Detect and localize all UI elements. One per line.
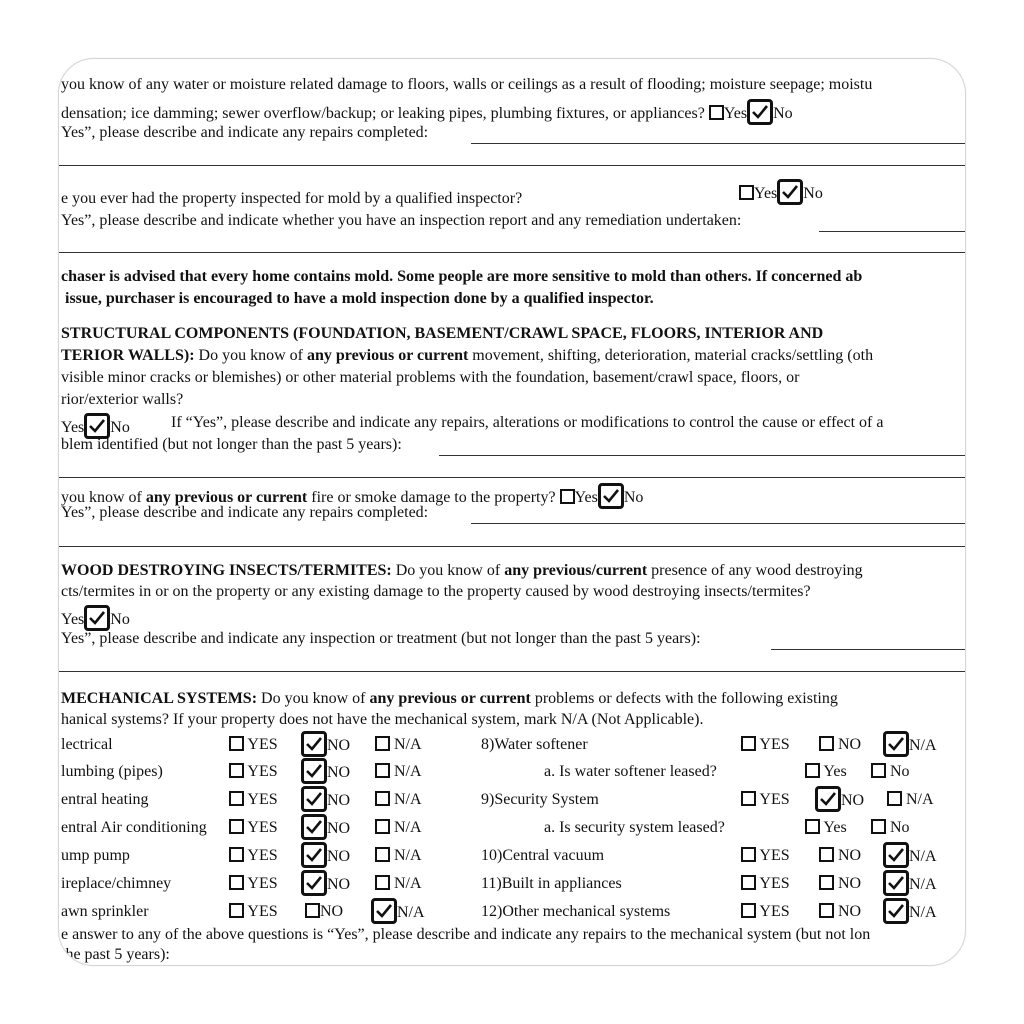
- mech-left-yes-checkbox[interactable]: [229, 875, 244, 890]
- mech-left-na-option: [375, 762, 422, 782]
- mech-left-na-checkbox[interactable]: [375, 819, 390, 834]
- mech-na-label: N/A: [909, 876, 937, 893]
- mech-left-item-label: lectrical: [61, 736, 113, 753]
- mech-right-yes-checkbox[interactable]: [741, 903, 756, 918]
- mech-right-no-option: [819, 902, 861, 922]
- mech-left-yes-option: [229, 818, 278, 838]
- mech-yes-label: YES: [247, 875, 278, 892]
- checkmark-icon: [305, 846, 323, 864]
- checkmark-icon: [305, 874, 323, 892]
- mech-yes-label: YES: [247, 763, 278, 780]
- mech-right-na-checkbox-checked[interactable]: [883, 842, 909, 868]
- checkmark-icon: [602, 487, 620, 505]
- mech-left-item-label: entral heating: [61, 791, 149, 808]
- mech-left-yes-option: [229, 762, 278, 782]
- mech-right-no-checkbox[interactable]: [819, 736, 834, 751]
- termites-question-line: WOOD DESTROYING INSECTS/TERMITES: Do you know of any previous/current presence of any wood destroying: [61, 562, 863, 579]
- mech-sub-yes-option: [805, 818, 847, 838]
- mech-left-yes-option: [229, 874, 278, 894]
- mech-right-yes-option: [741, 735, 790, 755]
- mech-no-label: NO: [327, 820, 351, 837]
- mech-sub-no-checkbox[interactable]: [871, 763, 886, 778]
- mech-left-no-checkbox-checked[interactable]: [301, 842, 327, 868]
- mech-left-yes-option: [229, 902, 278, 922]
- mech-right-na-checkbox-checked[interactable]: [883, 898, 909, 924]
- mech-left-na-checkbox[interactable]: [375, 763, 390, 778]
- mech-sub-no-label: No: [890, 819, 910, 836]
- checkmark-icon: [305, 790, 323, 808]
- water-question-line-1: you know of any water or moisture related damage to floors, walls or ceilings as a result of flooding; moisture seepage; moistu: [61, 76, 873, 93]
- mech-right-no-option: [819, 874, 861, 894]
- mechanical-footer-line-2: the past 5 years):: [61, 946, 170, 963]
- structural-line-4: rior/exterior walls?: [61, 391, 184, 408]
- mech-left-no-checkbox-checked[interactable]: [301, 731, 327, 757]
- mech-right-yes-checkbox[interactable]: [741, 791, 756, 806]
- mech-right-item-label: 12)Other mechanical systems: [481, 903, 671, 920]
- mold-describe-line: Yes”, please describe and indicate whether you have an inspection report and any remediation undertaken:: [61, 212, 742, 229]
- mech-right-item-label: 11)Built in appliances: [481, 875, 622, 892]
- mech-sub-yes-checkbox[interactable]: [805, 763, 820, 778]
- mech-left-no-checkbox-checked[interactable]: [301, 758, 327, 784]
- fire-no-checkbox-checked[interactable]: [598, 483, 624, 509]
- mech-right-item-label: a. Is water softener leased?: [544, 763, 717, 780]
- water-question-line-2: densation; ice damming; sewer overflow/backup; or leaking pipes, plumbing fixtures, or appliances? Yes No: [61, 99, 793, 125]
- water-yes-checkbox[interactable]: [709, 105, 724, 120]
- termites-answer-rule[interactable]: [771, 649, 965, 650]
- mold-question-line: e you ever had the property inspected for mold by a qualified inspector?: [61, 190, 523, 207]
- mold-yes-checkbox[interactable]: [739, 185, 754, 200]
- mech-right-na-checkbox[interactable]: [887, 791, 902, 806]
- fire-answer-rule-2[interactable]: [59, 546, 965, 547]
- disclosure-form-page: [59, 59, 965, 965]
- mech-left-no-checkbox[interactable]: [305, 903, 320, 918]
- mech-left-yes-checkbox[interactable]: [229, 791, 244, 806]
- mech-no-label: NO: [838, 903, 862, 920]
- mech-yes-label: YES: [247, 903, 278, 920]
- mechanical-question-line: MECHANICAL SYSTEMS: Do you know of any previous or current problems or defects with the following existing: [61, 690, 838, 707]
- mech-na-label: N/A: [909, 848, 937, 865]
- structural-line-3: visible minor cracks or blemishes) or other material problems with the foundation, basement/crawl space, floors, or: [61, 369, 800, 386]
- mech-left-no-option: [301, 731, 350, 757]
- checkmark-icon: [887, 846, 905, 864]
- termites-yes-label: Yes: [61, 611, 85, 628]
- water-yes-label: Yes: [723, 105, 748, 122]
- mold-notice-line-2: issue, purchaser is encouraged to have a mold inspection done by a qualified inspector.: [65, 290, 654, 307]
- mech-left-item-label: lumbing (pipes): [61, 763, 163, 780]
- mech-left-na-checkbox[interactable]: [375, 791, 390, 806]
- mech-na-label: N/A: [394, 791, 422, 808]
- mech-na-label: N/A: [906, 791, 934, 808]
- mech-left-yes-checkbox[interactable]: [229, 763, 244, 778]
- mech-no-label: NO: [327, 876, 351, 893]
- checkmark-icon: [305, 735, 323, 753]
- mech-right-yes-checkbox[interactable]: [741, 847, 756, 862]
- structural-line-6: blem identified (but not longer than the past 5 years):: [61, 436, 402, 453]
- checkmark-icon: [305, 818, 323, 836]
- mech-left-no-option: [305, 902, 343, 922]
- fire-yes-checkbox[interactable]: [560, 489, 575, 504]
- mech-right-item-label: 10)Central vacuum: [481, 847, 605, 864]
- checkmark-icon: [751, 103, 769, 121]
- mech-yes-label: YES: [247, 819, 278, 836]
- mech-left-na-checkbox-checked[interactable]: [371, 898, 397, 924]
- mold-yes-label: Yes: [754, 185, 778, 202]
- mech-no-label: NO: [838, 736, 862, 753]
- checkmark-icon: [781, 183, 799, 201]
- mech-no-label: NO: [327, 764, 351, 781]
- mold-no-checkbox-checked[interactable]: [777, 179, 803, 205]
- mech-right-item-label: a. Is security system leased?: [544, 819, 725, 836]
- mech-right-no-checkbox[interactable]: [819, 847, 834, 862]
- mech-no-label: NO: [327, 848, 351, 865]
- mech-right-no-option: [819, 735, 861, 755]
- structural-question-line: TERIOR WALLS): Do you know of any previous or current movement, shifting, deterioration, material cracks/settling (oth: [61, 347, 874, 364]
- termites-answer-rule-2[interactable]: [59, 671, 965, 672]
- mech-left-yes-checkbox[interactable]: [229, 903, 244, 918]
- mech-left-na-option: [375, 818, 422, 838]
- mech-na-label: N/A: [394, 819, 422, 836]
- mech-sub-no-label: No: [890, 763, 910, 780]
- mech-right-na-checkbox-checked[interactable]: [883, 870, 909, 896]
- mech-right-na-option: [883, 842, 937, 868]
- fire-describe-line: Yes”, please describe and indicate any repairs completed:: [61, 504, 429, 521]
- mech-sub-no-checkbox[interactable]: [871, 819, 886, 834]
- structural-describe-line: If “Yes”, please describe and indicate any repairs, alterations or modifications to control the cause or effect of a: [171, 414, 884, 431]
- fire-question-line: you know of any previous or current fire or smoke damage to the property? Yes No: [61, 483, 643, 509]
- mech-right-yes-option: [741, 874, 790, 894]
- mold-answer-rule[interactable]: [819, 231, 965, 232]
- water-no-checkbox-checked[interactable]: [747, 99, 773, 125]
- mech-right-no-option: [815, 786, 864, 812]
- mold-answer-rule-2[interactable]: [59, 252, 965, 253]
- mech-no-label: NO: [320, 903, 344, 920]
- mech-no-label: NO: [841, 792, 865, 809]
- mech-na-label: N/A: [394, 763, 422, 780]
- mech-sub-yes-checkbox[interactable]: [805, 819, 820, 834]
- mech-right-item-label: 9)Security System: [481, 791, 599, 808]
- structural-heading: STRUCTURAL COMPONENTS (FOUNDATION, BASEMENT/CRAWL SPACE, FLOORS, INTERIOR AND: [61, 325, 824, 342]
- mech-left-item-label: ump pump: [61, 847, 130, 864]
- mold-options: [739, 179, 823, 205]
- mech-right-no-checkbox[interactable]: [819, 903, 834, 918]
- mech-left-na-checkbox[interactable]: [375, 736, 390, 751]
- mech-sub-yes-label: Yes: [823, 819, 847, 836]
- mech-right-item-label: 8)Water softener: [481, 736, 588, 753]
- mech-sub-no-option: [871, 762, 910, 782]
- termites-line-2: cts/termites in or on the property or any existing damage to the property caused by wood destroying insects/termites?: [61, 583, 811, 600]
- mech-left-no-option: [301, 870, 350, 896]
- mech-left-no-option: [301, 786, 350, 812]
- mech-left-item-label: awn sprinkler: [61, 903, 149, 920]
- checkmark-icon: [375, 902, 393, 920]
- mech-na-label: N/A: [909, 737, 937, 754]
- mech-yes-label: YES: [759, 791, 790, 808]
- mech-no-label: NO: [838, 875, 862, 892]
- checkmark-icon: [887, 902, 905, 920]
- mech-right-yes-option: [741, 902, 790, 922]
- fire-answer-rule[interactable]: [471, 523, 965, 524]
- document-card: [58, 58, 966, 966]
- mech-na-label: N/A: [394, 847, 422, 864]
- water-no-label: No: [773, 105, 793, 122]
- mech-yes-label: YES: [759, 903, 790, 920]
- mech-right-yes-checkbox[interactable]: [741, 736, 756, 751]
- mech-left-no-checkbox-checked[interactable]: [301, 814, 327, 840]
- mech-right-yes-checkbox[interactable]: [741, 875, 756, 890]
- checkmark-icon: [88, 417, 106, 435]
- mech-na-label: N/A: [909, 904, 937, 921]
- mech-yes-label: YES: [759, 736, 790, 753]
- mech-yes-label: YES: [247, 736, 278, 753]
- mech-left-no-option: [301, 758, 350, 784]
- mech-right-no-checkbox[interactable]: [819, 875, 834, 890]
- mech-left-na-option: [375, 735, 422, 755]
- mech-left-yes-option: [229, 790, 278, 810]
- mech-left-yes-checkbox[interactable]: [229, 819, 244, 834]
- mech-right-no-option: [819, 846, 861, 866]
- mech-right-na-option: [883, 870, 937, 896]
- mech-left-no-checkbox-checked[interactable]: [301, 870, 327, 896]
- mech-no-label: NO: [327, 792, 351, 809]
- structural-yes-label: Yes: [61, 419, 85, 436]
- water-describe-line: Yes”, please describe and indicate any repairs completed:: [61, 124, 429, 141]
- mech-sub-no-option: [871, 818, 910, 838]
- mech-left-yes-checkbox[interactable]: [229, 736, 244, 751]
- termites-options-line: [61, 605, 130, 631]
- mech-yes-label: YES: [759, 847, 790, 864]
- mech-no-label: NO: [327, 737, 351, 754]
- mech-left-yes-option: [229, 846, 278, 866]
- mech-left-na-option: [375, 874, 422, 894]
- mech-left-na-option: [375, 846, 422, 866]
- mech-right-na-option: [887, 790, 934, 810]
- checkmark-icon: [88, 609, 106, 627]
- checkmark-icon: [887, 735, 905, 753]
- mech-left-na-option: [371, 898, 425, 924]
- mech-right-na-checkbox-checked[interactable]: [883, 731, 909, 757]
- checkmark-icon: [305, 762, 323, 780]
- mech-sub-yes-option: [805, 762, 847, 782]
- water-answer-rule[interactable]: [471, 143, 965, 144]
- mech-left-yes-option: [229, 735, 278, 755]
- mech-right-no-checkbox-checked[interactable]: [815, 786, 841, 812]
- structural-no-label: No: [110, 419, 130, 436]
- mech-no-label: NO: [838, 847, 862, 864]
- mech-na-label: N/A: [397, 904, 425, 921]
- termites-no-checkbox-checked[interactable]: [84, 605, 110, 631]
- mech-left-na-option: [375, 790, 422, 810]
- mechanical-footer-line-1: e answer to any of the above questions is “Yes”, please describe and indicate any repairs to the mechanical system (but not lon: [61, 926, 871, 943]
- mech-yes-label: YES: [247, 791, 278, 808]
- checkmark-icon: [887, 874, 905, 892]
- mech-left-no-option: [301, 842, 350, 868]
- mech-right-yes-option: [741, 790, 790, 810]
- mech-left-no-option: [301, 814, 350, 840]
- mech-yes-label: YES: [247, 847, 278, 864]
- mech-left-na-checkbox[interactable]: [375, 847, 390, 862]
- mech-left-yes-checkbox[interactable]: [229, 847, 244, 862]
- mold-notice-line-1: chaser is advised that every home contains mold. Some people are more sensitive to mold than others. If concerned ab: [61, 268, 863, 285]
- termites-describe-line: Yes”, please describe and indicate any inspection or treatment (but not longer than the past 5 years):: [61, 630, 701, 647]
- structural-answer-rule[interactable]: [439, 455, 965, 456]
- termites-no-label: No: [110, 611, 130, 628]
- mech-yes-label: YES: [759, 875, 790, 892]
- fire-yes-label: Yes: [574, 489, 598, 506]
- mech-sub-yes-label: Yes: [823, 763, 847, 780]
- mech-left-item-label: entral Air conditioning: [61, 819, 207, 836]
- mold-no-label: No: [803, 185, 823, 202]
- fire-no-label: No: [623, 489, 644, 506]
- mech-na-label: N/A: [394, 736, 422, 753]
- mech-left-na-checkbox[interactable]: [375, 875, 390, 890]
- structural-answer-rule-2[interactable]: [59, 477, 965, 478]
- mech-right-na-option: [883, 731, 937, 757]
- mech-left-item-label: ireplace/chimney: [61, 875, 172, 892]
- mech-right-yes-option: [741, 846, 790, 866]
- mech-right-na-option: [883, 898, 937, 924]
- water-answer-rule-2[interactable]: [59, 165, 965, 166]
- checkmark-icon: [819, 790, 837, 808]
- mech-na-label: N/A: [394, 875, 422, 892]
- mechanical-line-2: hanical systems? If your property does not have the mechanical system, mark N/A (Not Applicable).: [61, 711, 704, 728]
- mech-left-no-checkbox-checked[interactable]: [301, 786, 327, 812]
